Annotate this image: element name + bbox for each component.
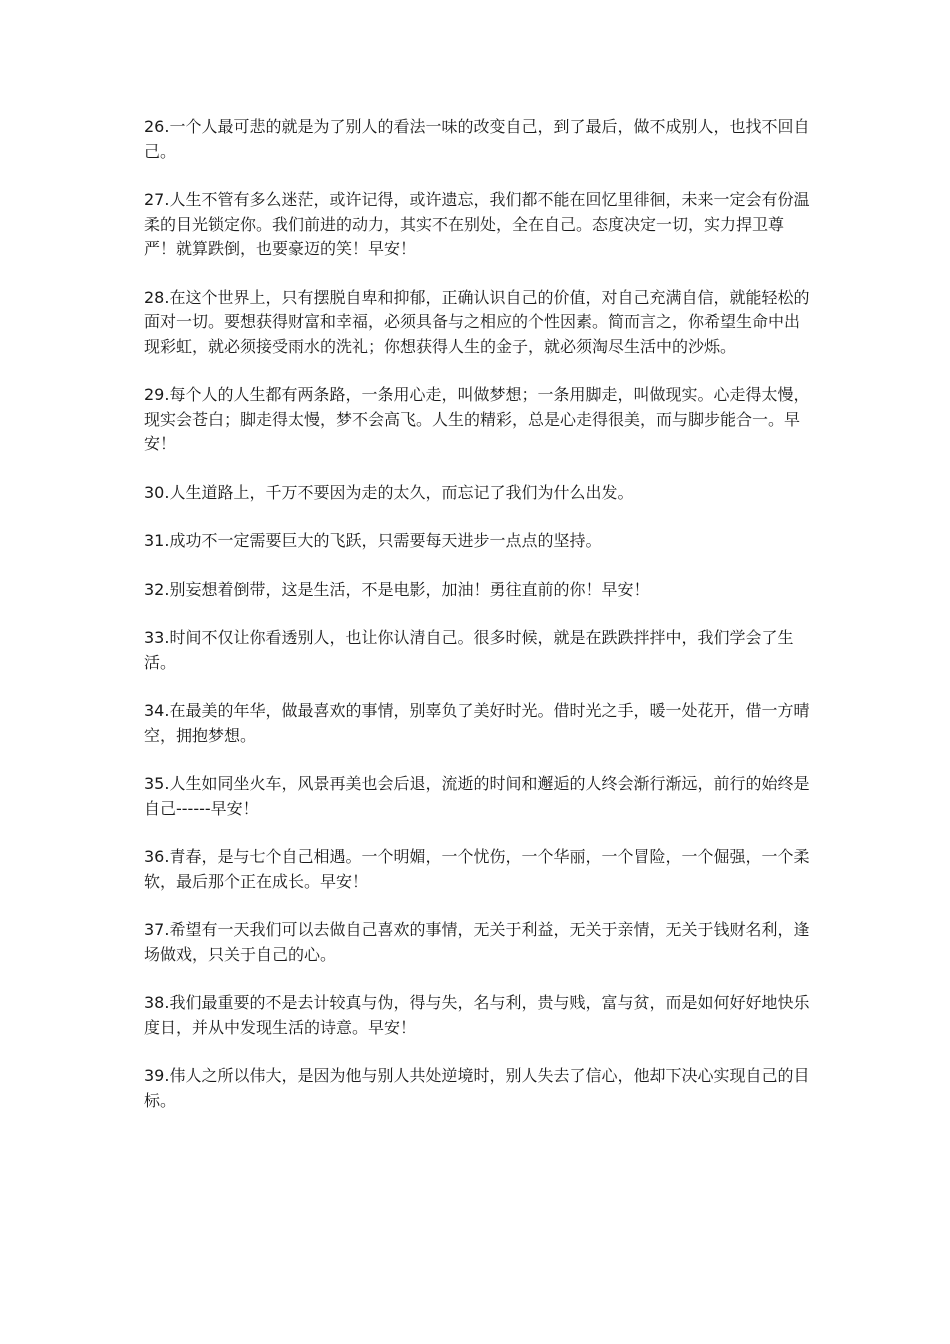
document-body bbox=[144, 115, 812, 1137]
paragraph-36: 36.青春，是与七个自己相遇。一个明媚，一个忧伤，一个华丽，一个冒险，一个倔强，一个柔软，最后那个正在成长。早安！ bbox=[144, 847, 810, 891]
paragraph-35: 35.人生如同坐火车，风景再美也会后退，流逝的时间和邂逅的人终会渐行渐远，前行的始终是自己------早安！ bbox=[144, 774, 810, 818]
paragraph-26: 26.一个人最可悲的就是为了别人的看法一味的改变自己，到了最后，做不成别人，也找不回自己。 bbox=[144, 117, 810, 161]
paragraph-33: 33.时间不仅让你看透别人，也让你认清自己。很多时候，就是在跌跌拌拌中，我们学会了生活。 bbox=[144, 628, 794, 672]
paragraph-30: 30.人生道路上，千万不要因为走的太久，而忘记了我们为什么出发。 bbox=[144, 482, 634, 502]
paragraph-27: 27.人生不管有多么迷茫，或许记得，或许遗忘，我们都不能在回忆里徘徊，未来一定会有份温柔的目光锁定你。我们前进的动力，其实不在别处，全在自己。态度决定一切，实力捍卫尊严！就算跌倒，也要豪迈的笑！早安！ bbox=[144, 190, 810, 258]
paragraph-28: 28.在这个世界上，只有摆脱自卑和抑郁，正确认识自己的价值，对自己充满自信，就能轻松的面对一切。要想获得财富和幸福，必须具备与之相应的个性因素。简而言之，你希望生命中出现彩虹，就必须接受雨水的洗礼；你想获得人生的金子，就必须淘尽生活中的沙烁。 bbox=[144, 287, 810, 356]
paragraph-32: 32.别妄想着倒带，这是生活，不是电影，加油！勇往直前的你！早安！ bbox=[144, 579, 650, 599]
paragraph-31: 31.成功不一定需要巨大的飞跃，只需要每天进步一点点的坚持。 bbox=[144, 531, 602, 550]
paragraph-29: 29.每个人的人生都有两条路，一条用心走，叫做梦想；一条用脚走，叫做现实。心走得太慢，现实会苍白；脚走得太慢，梦不会高飞。人生的精彩，总是心走得很美，而与脚步能合一。早安！ bbox=[144, 385, 810, 453]
paragraph-39: 39.伟人之所以伟大，是因为他与别人共处逆境时，别人失去了信心，他却下决心实现自己的目标。 bbox=[144, 1066, 810, 1110]
paragraph-34: 34.在最美的年华，做最喜欢的事情，别辜负了美好时光。借时光之手，暖一处花开，借一方晴空，拥抱梦想。 bbox=[144, 701, 810, 745]
paragraph-37: 37.希望有一天我们可以去做自己喜欢的事情，无关于利益，无关于亲情，无关于钱财名利，逢场做戏，只关于自己的心。 bbox=[144, 920, 810, 964]
paragraph-38: 38.我们最重要的不是去计较真与伪，得与失，名与利，贵与贱，富与贫，而是如何好好地快乐度日，并从中发现生活的诗意。早安！ bbox=[144, 993, 810, 1037]
